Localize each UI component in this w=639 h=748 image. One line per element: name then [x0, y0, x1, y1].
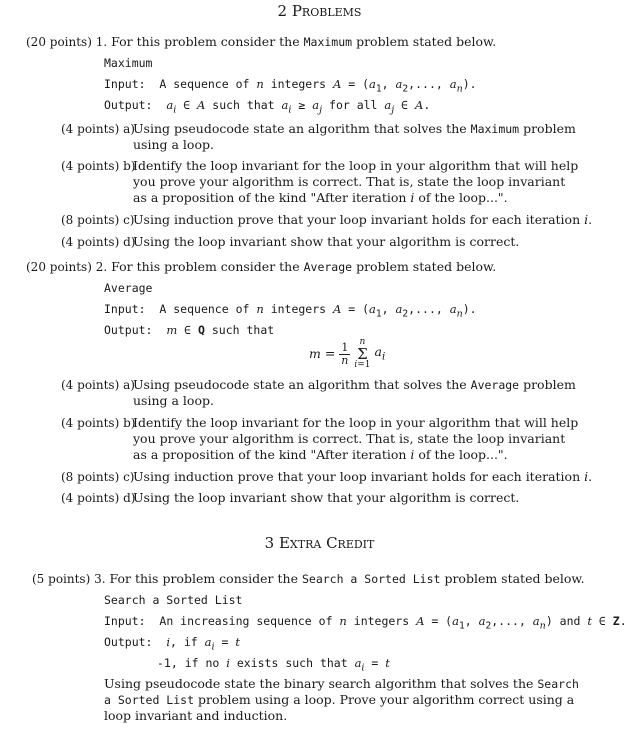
problem-intro-end: problem stated below.	[356, 34, 497, 49]
p1-d-points: (4 points) d)	[61, 235, 136, 249]
input-label: Input:	[104, 302, 146, 316]
problem-2-output	[104, 322, 274, 338]
section-title: Extra Credit	[278, 534, 375, 552]
p1-c-text: Using induction prove that your loop invariant holds for each iteration i.	[133, 212, 593, 227]
problem-2-input	[104, 301, 477, 322]
average-formula: m = $\frac{1}{n}$ n Σ i=1 $a_i$	[309, 337, 386, 370]
problem-points: (20 points) 2.	[26, 260, 108, 274]
section-number: 3	[264, 534, 275, 552]
output-label: Output:	[104, 98, 153, 112]
problem-3-output-line2: -1, if no i exists such that $a_i = t$	[157, 656, 390, 674]
problem-intro-end: problem stated below.	[356, 259, 497, 274]
problem-name: Maximum	[303, 35, 353, 49]
problem-2-statement	[26, 259, 496, 275]
problem-3-output	[104, 634, 240, 655]
problem-1-input	[104, 76, 477, 97]
problem-intro: For this problem consider the	[109, 571, 298, 586]
input-label: Input:	[104, 77, 146, 91]
p2-d-text: Using the loop invariant show that your algorithm is correct.	[133, 490, 520, 505]
problem-intro-end: problem stated below.	[444, 571, 585, 586]
summation-icon: n Σ i=1	[354, 337, 371, 370]
input-label: Input:	[104, 614, 146, 628]
problem-points: (20 points) 1.	[26, 35, 108, 49]
problem-name: Search a Sorted List	[301, 572, 441, 586]
output-line1-render: i, if $a_i = t$	[166, 635, 240, 653]
output-text-render: $a_i$ ∈ A such that $a_i \ge a_j$ for all $a_j$ ∈ A.	[166, 98, 431, 116]
p2-b-text: Identify the loop invariant for the loop in your algorithm that will help you prove your algorithm is correct. That is, state the loop invariant as a proposition of the kind "After iteration i of the loop...".	[133, 415, 579, 462]
output-text-render: m ∈ Q such that	[166, 323, 275, 337]
output-label: Output:	[104, 635, 153, 649]
p2-c-text: Using induction prove that your loop invariant holds for each iteration i.	[133, 469, 593, 484]
fraction: $\frac{1}{n}$	[341, 340, 349, 367]
p2-a-points: (4 points) a)	[61, 378, 135, 392]
problem-3-title: Search a Sorted List	[104, 593, 243, 607]
problem-intro: For this problem consider the	[111, 34, 300, 49]
problem-1-statement	[26, 34, 496, 50]
problem-1-output	[104, 97, 430, 118]
p2-c-points: (8 points) c)	[61, 470, 135, 484]
problem-name: Average	[303, 260, 353, 274]
problem-3-statement	[32, 571, 585, 587]
section-heading-extra-credit	[0, 534, 639, 552]
input-text-render: A sequence of n integers $A = (a_1$, $a_2$,..., $a_n$).	[159, 77, 477, 95]
section-number: 2	[277, 2, 288, 20]
p1-d-text: Using the loop invariant show that your algorithm is correct.	[133, 234, 520, 249]
problem-3-closing: Using pseudocode state the binary search algorithm that solves the Search a Sorted List problem using a loop. Prove your algorithm correct using a loop invariant and induction.	[104, 676, 579, 723]
problem-points: (5 points) 3.	[32, 572, 106, 586]
p2-d-points: (4 points) d)	[61, 491, 136, 505]
section-title: Problems	[291, 2, 362, 20]
problem-2-title: Average	[104, 281, 153, 295]
section-heading-problems	[0, 2, 639, 20]
p1-b-text: Identify the loop invariant for the loop in your algorithm that will help you prove your algorithm is correct. That is, state the loop invariant as a proposition of the kind "After iteration i of the loop...".	[133, 158, 579, 205]
problem-intro: For this problem consider the	[111, 259, 300, 274]
p1-c-points: (8 points) c)	[61, 213, 135, 227]
p1-a-text: Using pseudocode state an algorithm that solves the Maximum problem using a loop.	[133, 121, 576, 152]
p2-a-text: Using pseudocode state an algorithm that solves the Average problem using a loop.	[133, 377, 576, 408]
output-label: Output:	[104, 323, 153, 337]
input-text-render: A sequence of n integers $A = (a_1$, $a_2$,..., $a_n$).	[159, 302, 477, 320]
problem-1-title: Maximum	[104, 56, 153, 70]
input-text-render: An increasing sequence of n integers $A = (a_1$, $a_2$,..., $a_n$) and t ∈ Z.	[159, 614, 627, 632]
p2-b-points: (4 points) b)	[61, 416, 136, 430]
p1-a-points: (4 points) a)	[61, 122, 135, 136]
p1-b-points: (4 points) b)	[61, 159, 136, 173]
problem-3-input	[104, 613, 627, 634]
